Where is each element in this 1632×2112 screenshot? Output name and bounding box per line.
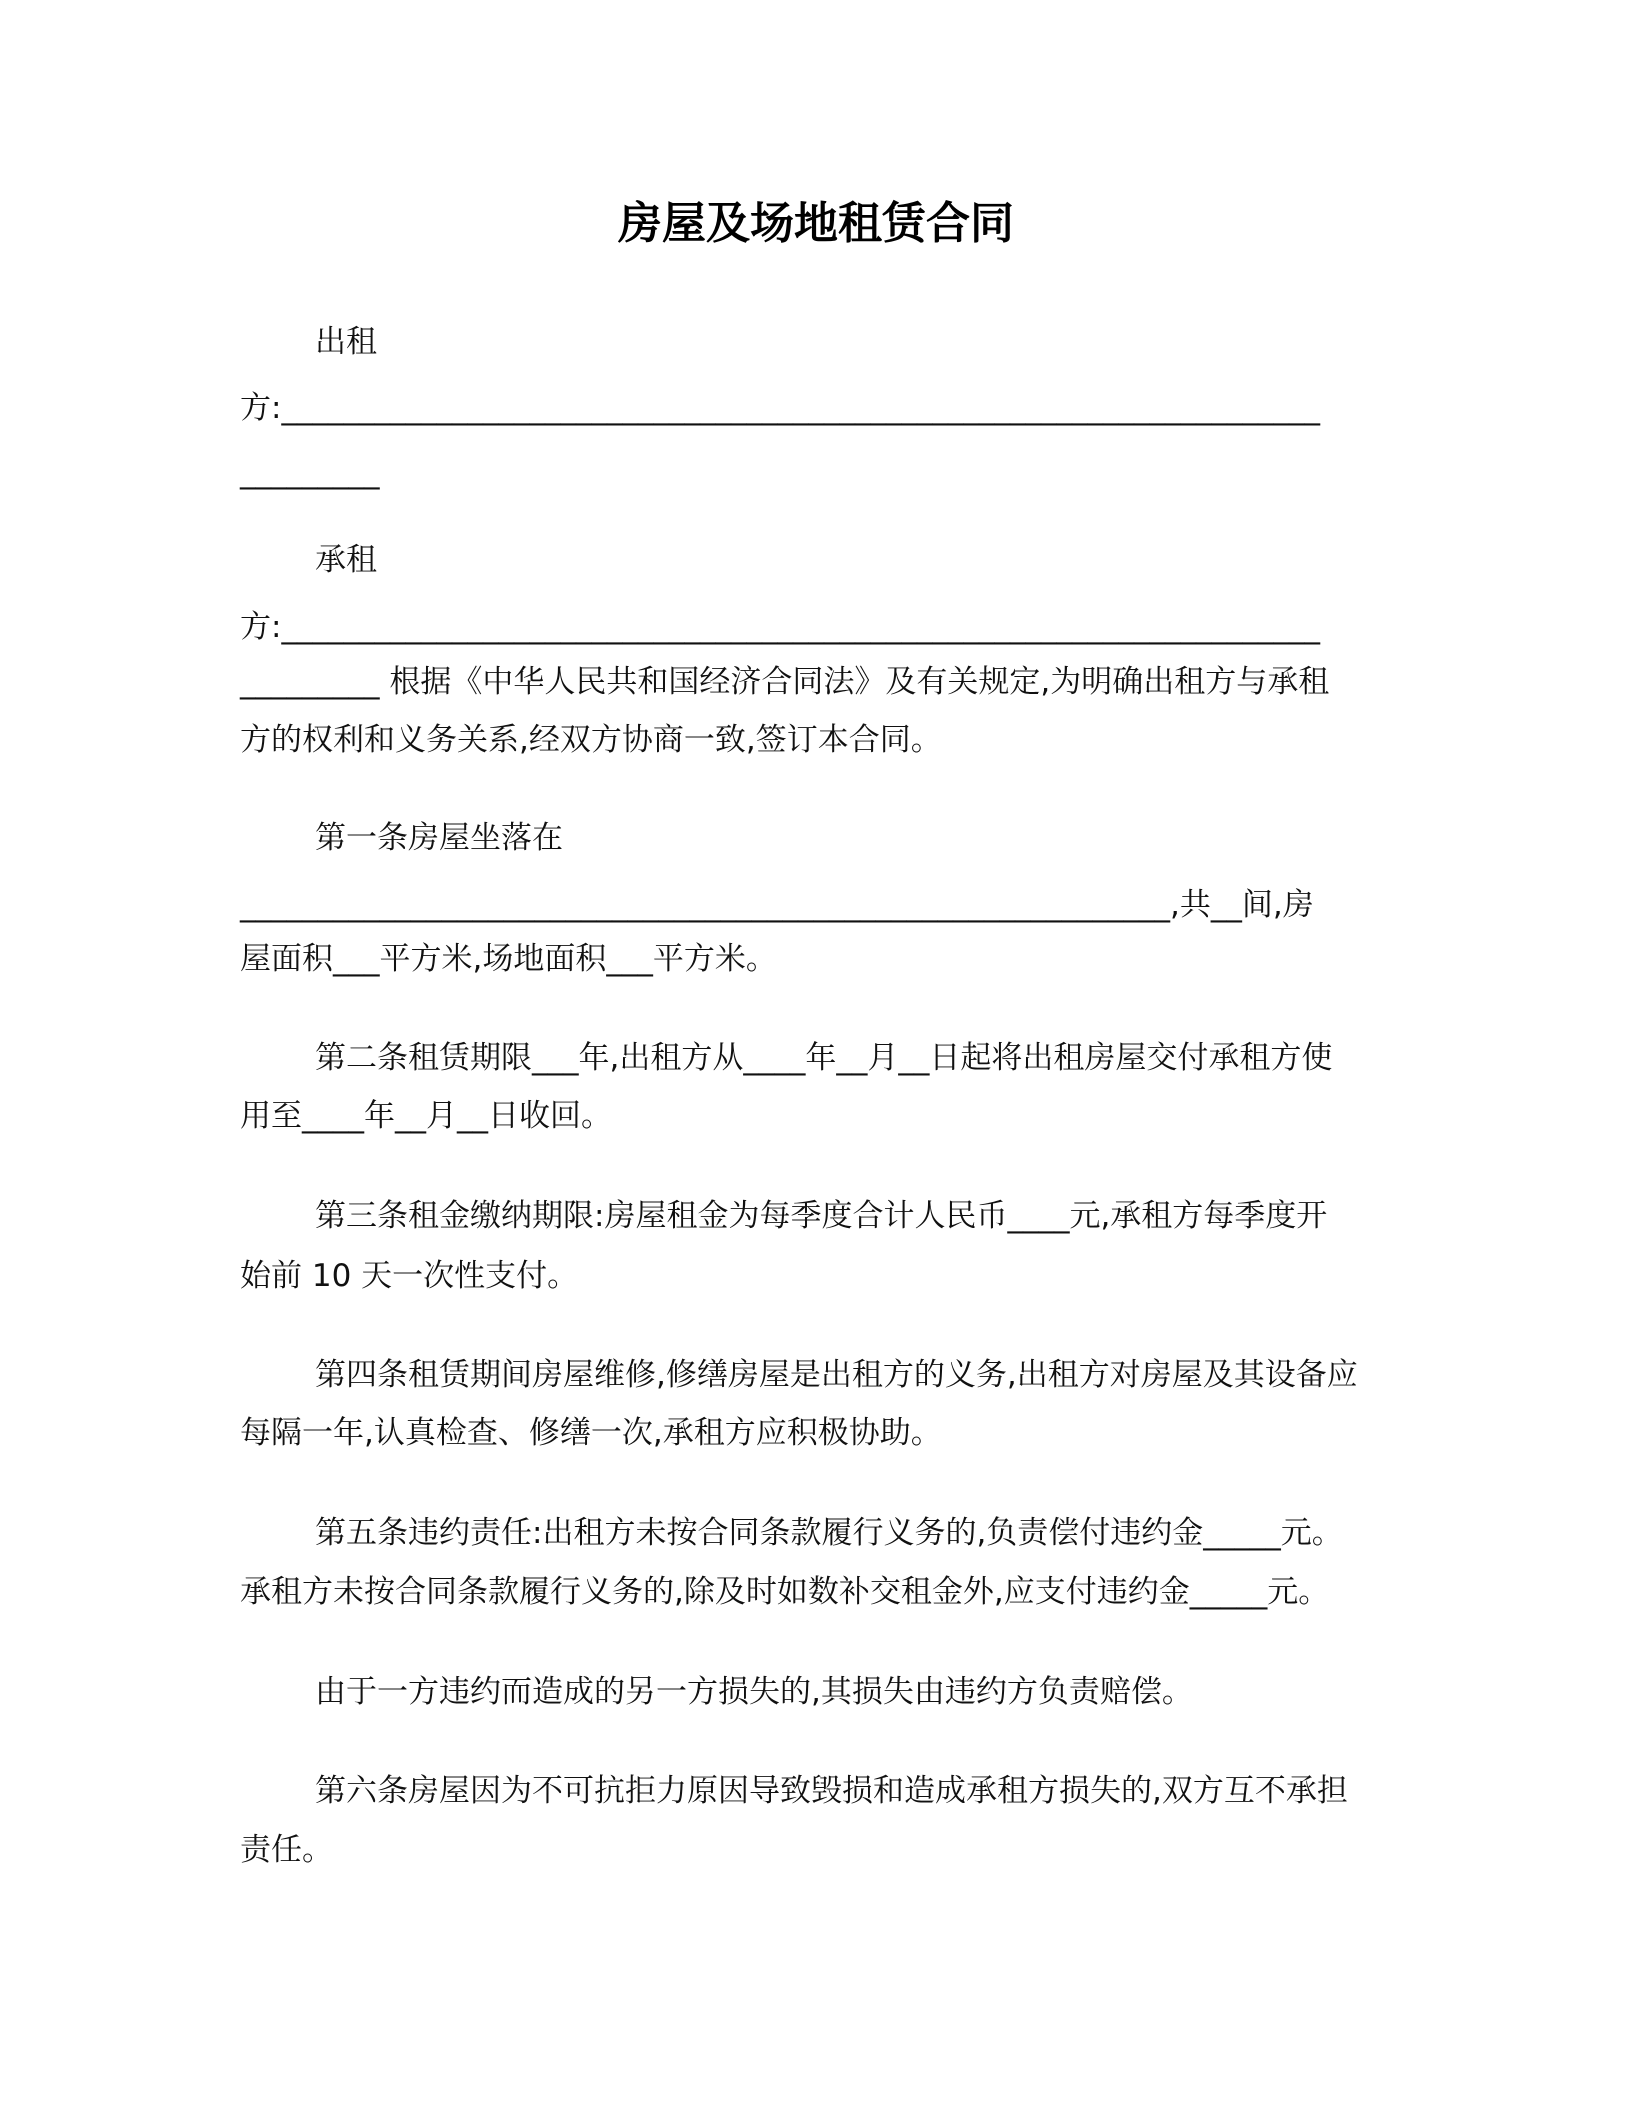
article-1-line-3: 屋面积___平方米,场地面积___平方米。 [240, 941, 777, 977]
lessee-label: 承租 [315, 542, 377, 578]
article-3-line-2: 始前 10 天一次性支付。 [240, 1258, 579, 1294]
document-title: 房屋及场地租赁合同 [618, 198, 1014, 249]
article-2-line-1: 第二条租赁期限___年,出租方从____年__月__日起将出租房屋交付承租方使 [315, 1040, 1333, 1076]
lessor-label: 出租 [315, 324, 377, 360]
article-4-line-1: 第四条租赁期间房屋维修,修缮房屋是出租方的义务,出租方对房屋及其设备应 [315, 1357, 1358, 1393]
article-5-line-1: 第五条违约责任:出租方未按合同条款履行义务的,负责偿付违约金_____元。 [315, 1515, 1343, 1551]
article-6-line-2: 责任。 [240, 1832, 333, 1868]
article-5-line-2: 承租方未按合同条款履行义务的,除及时如数补交租金外,应支付违约金_____元。 [240, 1574, 1330, 1610]
preamble-line-1: _________ 根据《中华人民共和国经济合同法》及有关规定,为明确出租方与承租 [240, 664, 1330, 700]
lessor-blank-line: 方:___________________________________________________________________ [240, 390, 1320, 426]
article-1-line-2: ____________________________________________________________,共__间,房 [240, 887, 1314, 923]
article-6-line-1: 第六条房屋因为不可抗拒力原因导致毁损和造成承租方损失的,双方互不承担 [315, 1773, 1348, 1809]
article-2-line-2: 用至____年__月__日收回。 [240, 1098, 612, 1134]
damages-clause: 由于一方违约而造成的另一方损失的,其损失由违约方负责赔偿。 [315, 1674, 1193, 1710]
preamble-line-2: 方的权利和义务关系,经双方协商一致,签订本合同。 [240, 722, 942, 758]
article-4-line-2: 每隔一年,认真检查、修缮一次,承租方应积极协助。 [240, 1415, 942, 1451]
article-1-line-1: 第一条房屋坐落在 [315, 820, 563, 856]
article-3-line-1: 第三条租金缴纳期限:房屋租金为每季度合计人民币____元,承租方每季度开 [315, 1198, 1328, 1234]
lessor-blank-line-cont: _________ [240, 454, 380, 490]
lessee-blank-line: 方:___________________________________________________________________ [240, 609, 1320, 645]
